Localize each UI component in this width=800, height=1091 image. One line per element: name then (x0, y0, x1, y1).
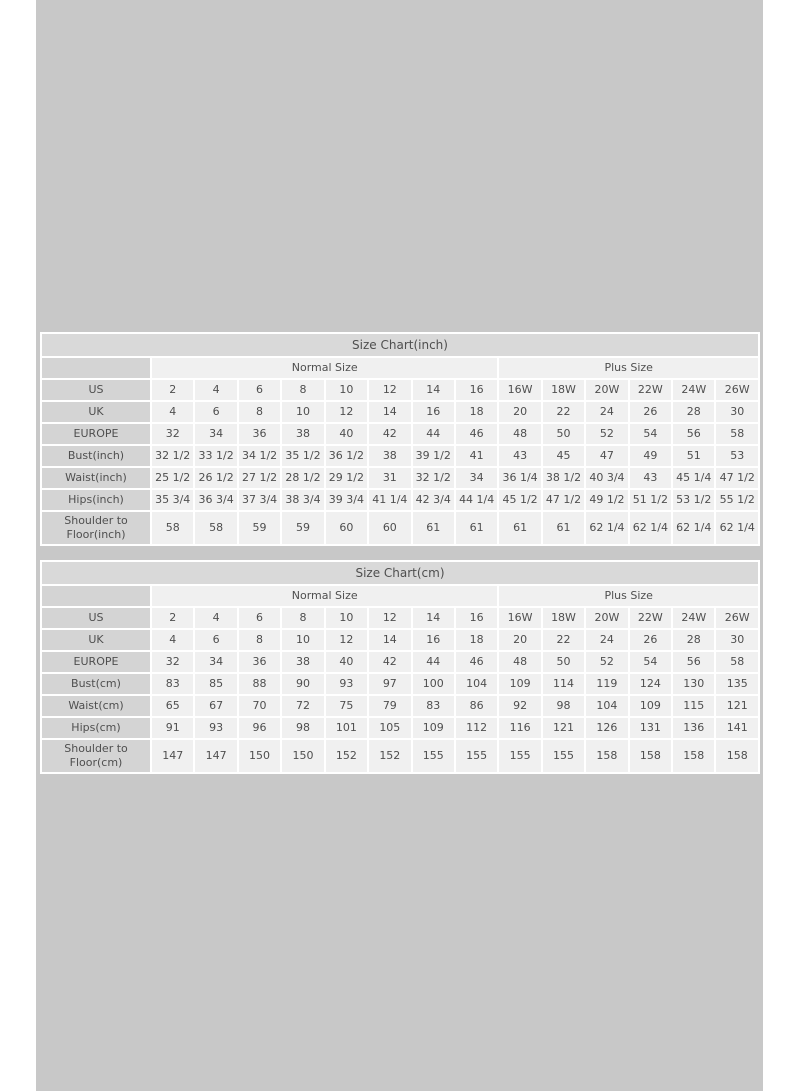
data-cell: 18W (543, 608, 584, 628)
data-cell: 46 (456, 652, 497, 672)
data-cell: 43 (630, 468, 671, 488)
data-cell: 135 (716, 674, 758, 694)
data-cell: 8 (282, 380, 323, 400)
data-cell: 8 (239, 402, 280, 422)
data-cell: 12 (326, 630, 367, 650)
row-label-cell: EUROPE (42, 424, 150, 444)
data-cell: 28 1/2 (282, 468, 323, 488)
data-cell: 34 1/2 (239, 446, 280, 466)
data-cell: 58 (716, 424, 758, 444)
plus-size-group-header: Plus Size (499, 358, 758, 378)
data-cell: 61 (543, 512, 584, 544)
data-cell: 100 (413, 674, 454, 694)
data-cell: 6 (195, 630, 236, 650)
data-cell: 6 (195, 402, 236, 422)
data-cell: 12 (326, 402, 367, 422)
plus-size-group-header: Plus Size (499, 586, 758, 606)
data-cell: 4 (195, 380, 236, 400)
data-cell: 14 (369, 402, 410, 422)
table-row (42, 608, 758, 628)
data-cell: 30 (716, 630, 758, 650)
data-cell: 4 (152, 402, 193, 422)
data-cell: 31 (369, 468, 410, 488)
data-cell: 119 (586, 674, 627, 694)
data-cell: 39 3/4 (326, 490, 367, 510)
data-cell: 158 (586, 740, 627, 772)
data-cell: 14 (413, 380, 454, 400)
data-cell: 26W (716, 380, 758, 400)
table-title: Size Chart(cm) (42, 562, 758, 584)
data-cell: 30 (716, 402, 758, 422)
data-cell: 38 1/2 (543, 468, 584, 488)
content-background (36, 0, 763, 1091)
data-cell: 96 (239, 718, 280, 738)
data-cell: 26W (716, 608, 758, 628)
data-cell: 27 1/2 (239, 468, 280, 488)
data-cell: 34 (195, 424, 236, 444)
data-cell: 97 (369, 674, 410, 694)
data-cell: 43 (499, 446, 540, 466)
data-cell: 86 (456, 696, 497, 716)
data-cell: 54 (630, 424, 671, 444)
data-cell: 38 (282, 652, 323, 672)
normal-size-group-header: Normal Size (152, 358, 497, 378)
row-label-cell: UK (42, 402, 150, 422)
data-cell: 58 (195, 512, 236, 544)
data-cell: 44 (413, 652, 454, 672)
data-cell: 10 (326, 380, 367, 400)
data-cell: 59 (282, 512, 323, 544)
data-cell: 16 (456, 380, 497, 400)
table-row (42, 718, 758, 738)
data-cell: 98 (282, 718, 323, 738)
data-cell: 32 (152, 424, 193, 444)
data-cell: 147 (195, 740, 236, 772)
table-row (42, 696, 758, 716)
data-cell: 22W (630, 380, 671, 400)
normal-size-group-header: Normal Size (152, 586, 497, 606)
data-cell: 4 (195, 608, 236, 628)
data-cell: 109 (499, 674, 540, 694)
data-cell: 34 (195, 652, 236, 672)
group-header-row (42, 358, 758, 378)
table-title-row (42, 334, 758, 356)
table-row (42, 630, 758, 650)
data-cell: 72 (282, 696, 323, 716)
corner-cell (42, 586, 150, 606)
data-cell: 51 1/2 (630, 490, 671, 510)
data-cell: 150 (282, 740, 323, 772)
data-cell: 47 1/2 (716, 468, 758, 488)
data-cell: 22 (543, 402, 584, 422)
data-cell: 116 (499, 718, 540, 738)
data-cell: 42 (369, 652, 410, 672)
row-label-cell: Shoulder to Floor(inch) (42, 512, 150, 544)
data-cell: 52 (586, 652, 627, 672)
data-cell: 65 (152, 696, 193, 716)
data-cell: 155 (543, 740, 584, 772)
data-cell: 8 (239, 630, 280, 650)
data-cell: 150 (239, 740, 280, 772)
data-cell: 36 1/4 (499, 468, 540, 488)
data-cell: 54 (630, 652, 671, 672)
size-chart-cm-table (40, 560, 760, 774)
data-cell: 45 1/4 (673, 468, 714, 488)
data-cell: 14 (413, 608, 454, 628)
data-cell: 39 1/2 (413, 446, 454, 466)
data-cell: 40 (326, 652, 367, 672)
data-cell: 16 (413, 402, 454, 422)
data-cell: 10 (282, 630, 323, 650)
row-label-cell: Waist(inch) (42, 468, 150, 488)
data-cell: 40 (326, 424, 367, 444)
data-cell: 105 (369, 718, 410, 738)
data-cell: 36 (239, 652, 280, 672)
data-cell: 91 (152, 718, 193, 738)
table-row (42, 402, 758, 422)
data-cell: 60 (326, 512, 367, 544)
data-cell: 104 (456, 674, 497, 694)
table-row (42, 490, 758, 510)
data-cell: 58 (716, 652, 758, 672)
data-cell: 56 (673, 424, 714, 444)
data-cell: 131 (630, 718, 671, 738)
data-cell: 42 (369, 424, 410, 444)
table-row (42, 674, 758, 694)
data-cell: 70 (239, 696, 280, 716)
data-cell: 46 (456, 424, 497, 444)
data-cell: 32 1/2 (152, 446, 193, 466)
table-row (42, 424, 758, 444)
data-cell: 61 (499, 512, 540, 544)
data-cell: 25 1/2 (152, 468, 193, 488)
data-cell: 26 (630, 630, 671, 650)
data-cell: 152 (326, 740, 367, 772)
data-cell: 12 (369, 380, 410, 400)
data-cell: 56 (673, 652, 714, 672)
table-row (42, 740, 758, 772)
data-cell: 155 (499, 740, 540, 772)
data-cell: 40 3/4 (586, 468, 627, 488)
data-cell: 155 (413, 740, 454, 772)
data-cell: 53 1/2 (673, 490, 714, 510)
data-cell: 50 (543, 652, 584, 672)
data-cell: 61 (456, 512, 497, 544)
data-cell: 24 (586, 630, 627, 650)
data-cell: 22 (543, 630, 584, 650)
row-label-cell: Hips(cm) (42, 718, 150, 738)
data-cell: 90 (282, 674, 323, 694)
data-cell: 20W (586, 380, 627, 400)
data-cell: 36 1/2 (326, 446, 367, 466)
row-label-cell: US (42, 380, 150, 400)
data-cell: 41 (456, 446, 497, 466)
data-cell: 44 (413, 424, 454, 444)
group-header-row (42, 586, 758, 606)
data-cell: 47 (586, 446, 627, 466)
data-cell: 38 3/4 (282, 490, 323, 510)
data-cell: 104 (586, 696, 627, 716)
data-cell: 109 (413, 718, 454, 738)
data-cell: 47 1/2 (543, 490, 584, 510)
data-cell: 53 (716, 446, 758, 466)
data-cell: 83 (413, 696, 454, 716)
data-cell: 60 (369, 512, 410, 544)
data-cell: 62 1/4 (716, 512, 758, 544)
data-cell: 50 (543, 424, 584, 444)
data-cell: 124 (630, 674, 671, 694)
data-cell: 22W (630, 608, 671, 628)
data-cell: 59 (239, 512, 280, 544)
data-cell: 49 1/2 (586, 490, 627, 510)
table-row (42, 468, 758, 488)
data-cell: 26 1/2 (195, 468, 236, 488)
data-cell: 37 3/4 (239, 490, 280, 510)
table-title-row (42, 562, 758, 584)
data-cell: 51 (673, 446, 714, 466)
data-cell: 121 (543, 718, 584, 738)
data-cell: 28 (673, 630, 714, 650)
row-label-cell: UK (42, 630, 150, 650)
data-cell: 98 (543, 696, 584, 716)
data-cell: 26 (630, 402, 671, 422)
row-label-cell: Hips(inch) (42, 490, 150, 510)
data-cell: 28 (673, 402, 714, 422)
data-cell: 152 (369, 740, 410, 772)
data-cell: 24W (673, 608, 714, 628)
data-cell: 62 1/4 (673, 512, 714, 544)
row-label-cell: Waist(cm) (42, 696, 150, 716)
data-cell: 61 (413, 512, 454, 544)
data-cell: 93 (326, 674, 367, 694)
row-label-cell: US (42, 608, 150, 628)
data-cell: 75 (326, 696, 367, 716)
data-cell: 85 (195, 674, 236, 694)
data-cell: 35 3/4 (152, 490, 193, 510)
data-cell: 112 (456, 718, 497, 738)
data-cell: 18W (543, 380, 584, 400)
data-cell: 24W (673, 380, 714, 400)
data-cell: 38 (369, 446, 410, 466)
data-cell: 14 (369, 630, 410, 650)
data-cell: 2 (152, 380, 193, 400)
data-cell: 55 1/2 (716, 490, 758, 510)
row-label-cell: Bust(cm) (42, 674, 150, 694)
data-cell: 33 1/2 (195, 446, 236, 466)
size-chart-inch-table (40, 332, 760, 546)
data-cell: 20W (586, 608, 627, 628)
data-cell: 158 (716, 740, 758, 772)
data-cell: 35 1/2 (282, 446, 323, 466)
data-cell: 4 (152, 630, 193, 650)
data-cell: 12 (369, 608, 410, 628)
data-cell: 20 (499, 630, 540, 650)
data-cell: 93 (195, 718, 236, 738)
data-cell: 42 3/4 (413, 490, 454, 510)
data-cell: 158 (630, 740, 671, 772)
data-cell: 20 (499, 402, 540, 422)
data-cell: 16W (499, 380, 540, 400)
data-cell: 36 3/4 (195, 490, 236, 510)
data-cell: 101 (326, 718, 367, 738)
data-cell: 130 (673, 674, 714, 694)
data-cell: 6 (239, 380, 280, 400)
data-cell: 48 (499, 652, 540, 672)
data-cell: 45 (543, 446, 584, 466)
table-row (42, 512, 758, 544)
data-cell: 2 (152, 608, 193, 628)
data-cell: 62 1/4 (586, 512, 627, 544)
data-cell: 92 (499, 696, 540, 716)
data-cell: 115 (673, 696, 714, 716)
data-cell: 16W (499, 608, 540, 628)
data-cell: 6 (239, 608, 280, 628)
data-cell: 41 1/4 (369, 490, 410, 510)
row-label-cell: EUROPE (42, 652, 150, 672)
data-cell: 136 (673, 718, 714, 738)
data-cell: 52 (586, 424, 627, 444)
data-cell: 147 (152, 740, 193, 772)
row-label-cell: Shoulder to Floor(cm) (42, 740, 150, 772)
data-cell: 24 (586, 402, 627, 422)
data-cell: 8 (282, 608, 323, 628)
data-cell: 62 1/4 (630, 512, 671, 544)
table-row (42, 652, 758, 672)
data-cell: 34 (456, 468, 497, 488)
data-cell: 155 (456, 740, 497, 772)
data-cell: 67 (195, 696, 236, 716)
data-cell: 18 (456, 630, 497, 650)
data-cell: 16 (456, 608, 497, 628)
data-cell: 121 (716, 696, 758, 716)
data-cell: 114 (543, 674, 584, 694)
data-cell: 126 (586, 718, 627, 738)
table-title: Size Chart(inch) (42, 334, 758, 356)
data-cell: 83 (152, 674, 193, 694)
data-cell: 10 (326, 608, 367, 628)
row-label-cell: Bust(inch) (42, 446, 150, 466)
data-cell: 44 1/4 (456, 490, 497, 510)
data-cell: 38 (282, 424, 323, 444)
data-cell: 58 (152, 512, 193, 544)
corner-cell (42, 358, 150, 378)
data-cell: 36 (239, 424, 280, 444)
data-cell: 32 (152, 652, 193, 672)
data-cell: 18 (456, 402, 497, 422)
data-cell: 32 1/2 (413, 468, 454, 488)
data-cell: 79 (369, 696, 410, 716)
data-cell: 10 (282, 402, 323, 422)
data-cell: 49 (630, 446, 671, 466)
data-cell: 29 1/2 (326, 468, 367, 488)
data-cell: 158 (673, 740, 714, 772)
data-cell: 141 (716, 718, 758, 738)
data-cell: 48 (499, 424, 540, 444)
data-cell: 16 (413, 630, 454, 650)
data-cell: 45 1/2 (499, 490, 540, 510)
data-cell: 88 (239, 674, 280, 694)
table-row (42, 380, 758, 400)
table-row (42, 446, 758, 466)
data-cell: 109 (630, 696, 671, 716)
